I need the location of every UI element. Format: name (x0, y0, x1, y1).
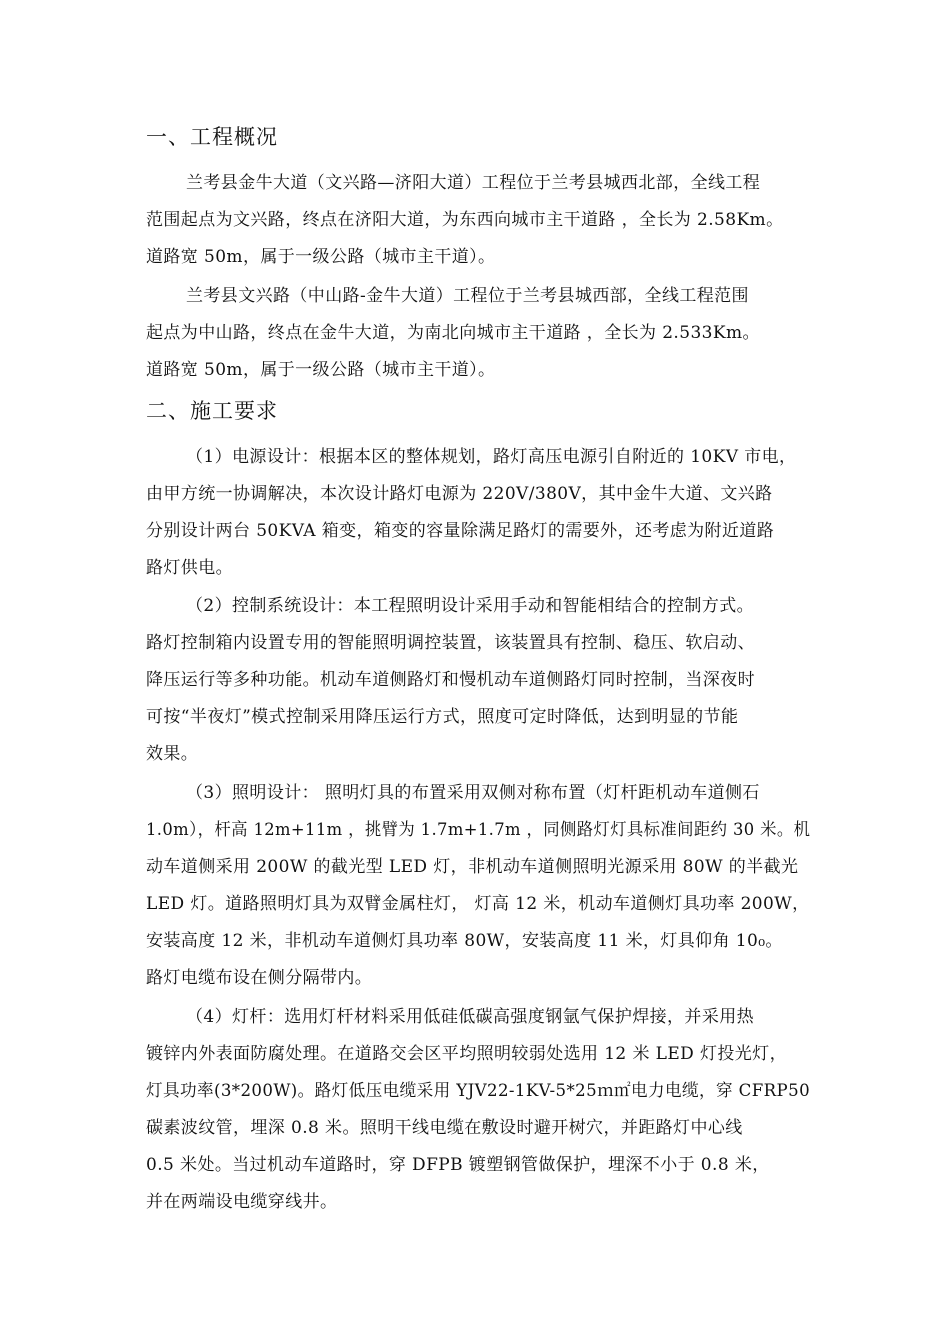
paragraph-line: 兰考县文兴路（中山路-金牛大道）工程位于兰考县城西部，全线工程范围 (186, 286, 749, 306)
paragraph-line: 范围起点为文兴路，终点在济阳大道，为东西向城市主干道路 ，全长为 2.58Km。 (146, 210, 784, 230)
paragraph-line: 分别设计两台 50KVA 箱变，箱变的容量除满足路灯的需要外，还考虑为附近道路 (146, 521, 775, 541)
section-heading-project-overview: 一、工程概况 (146, 125, 278, 149)
paragraph-line: 道路宽 50m，属于一级公路（城市主干道）。 (146, 247, 496, 267)
paragraph-line: 动车道侧采用 200W 的截光型 LED 灯，非机动车道侧照明光源采用 80W 的半截光 (146, 857, 799, 877)
paragraph-line: 由甲方统一协调解决，本次设计路灯电源为 220V/380V，其中金牛大道、文兴路 (146, 484, 773, 504)
paragraph-line: 道路宽 50m，属于一级公路（城市主干道）。 (146, 360, 496, 380)
paragraph-line: 路灯供电。 (146, 558, 233, 578)
paragraph-line: 效果。 (146, 744, 199, 764)
paragraph-line: 路灯电缆布设在侧分隔带内。 (146, 968, 373, 988)
paragraph-line: 路灯控制箱内设置专用的智能照明调控装置，该装置具有控制、稳压、软启动、 (146, 633, 755, 653)
paragraph-line: 并在两端设电缆穿线井。 (146, 1192, 338, 1212)
paragraph-line: （4）灯杆：选用灯杆材料采用低硅低碳高强度钢氩气保护焊接，并采用热 (186, 1007, 755, 1027)
paragraph-line: 1.0m），杆高 12m+11m ，挑臂为 1.7m+1.7m ，同侧路灯灯具标准间距约 30 米。机 (146, 820, 811, 840)
paragraph-line: 降压运行等多种功能。机动车道侧路灯和慢机动车道侧路灯同时控制，当深夜时 (146, 670, 755, 690)
paragraph-line: 镀锌内外表面防腐处理。在道路交会区平均照明较弱处选用 12 米 LED 灯投光灯， (146, 1044, 787, 1064)
paragraph-line: （1）电源设计：根据本区的整体规划，路灯高压电源引自附近的 10KV 市电， (186, 447, 797, 467)
paragraph-line: 可按“半夜灯”模式控制采用降压运行方式，照度可定时降低，达到明显的节能 (146, 707, 739, 727)
paragraph-line: 碳素波纹管，埋深 0.8 米。照明干线电缆在敷设时避开树穴，并距路灯中心线 (146, 1118, 743, 1138)
paragraph-line: （3）照明设计： 照明灯具的布置采用双侧对称布置（灯杆距机动车道侧石 (186, 783, 760, 803)
paragraph-line: 0.5 米处。当过机动车道路时，穿 DFPB 镀塑钢管做保护，埋深不小于 0.8 米， (146, 1155, 770, 1175)
paragraph-line: 兰考县金牛大道（文兴路—济阳大道）工程位于兰考县城西北部，全线工程 (186, 173, 761, 193)
paragraph-line: 灯具功率(3*200W)。路灯低压电缆采用 YJV22-1KV-5*25ｍ㎡电力电缆，穿 CFRP50 (146, 1081, 811, 1101)
paragraph-line: LED 灯。道路照明灯具为双臂金属柱灯， 灯高 12 米，机动车道侧灯具功率 200W， (146, 894, 810, 914)
paragraph-line: 起点为中山路，终点在金牛大道，为南北向城市主干道路 ，全长为 2.533Km。 (146, 323, 760, 343)
paragraph-line: 安装高度 12 米，非机动车道侧灯具功率 80W，安装高度 11 米，灯具仰角 10₀。 (146, 931, 783, 951)
section-heading-construction-requirements: 二、施工要求 (146, 399, 278, 423)
paragraph-line: （2）控制系统设计：本工程照明设计采用手动和智能相结合的控制方式。 (186, 596, 755, 616)
